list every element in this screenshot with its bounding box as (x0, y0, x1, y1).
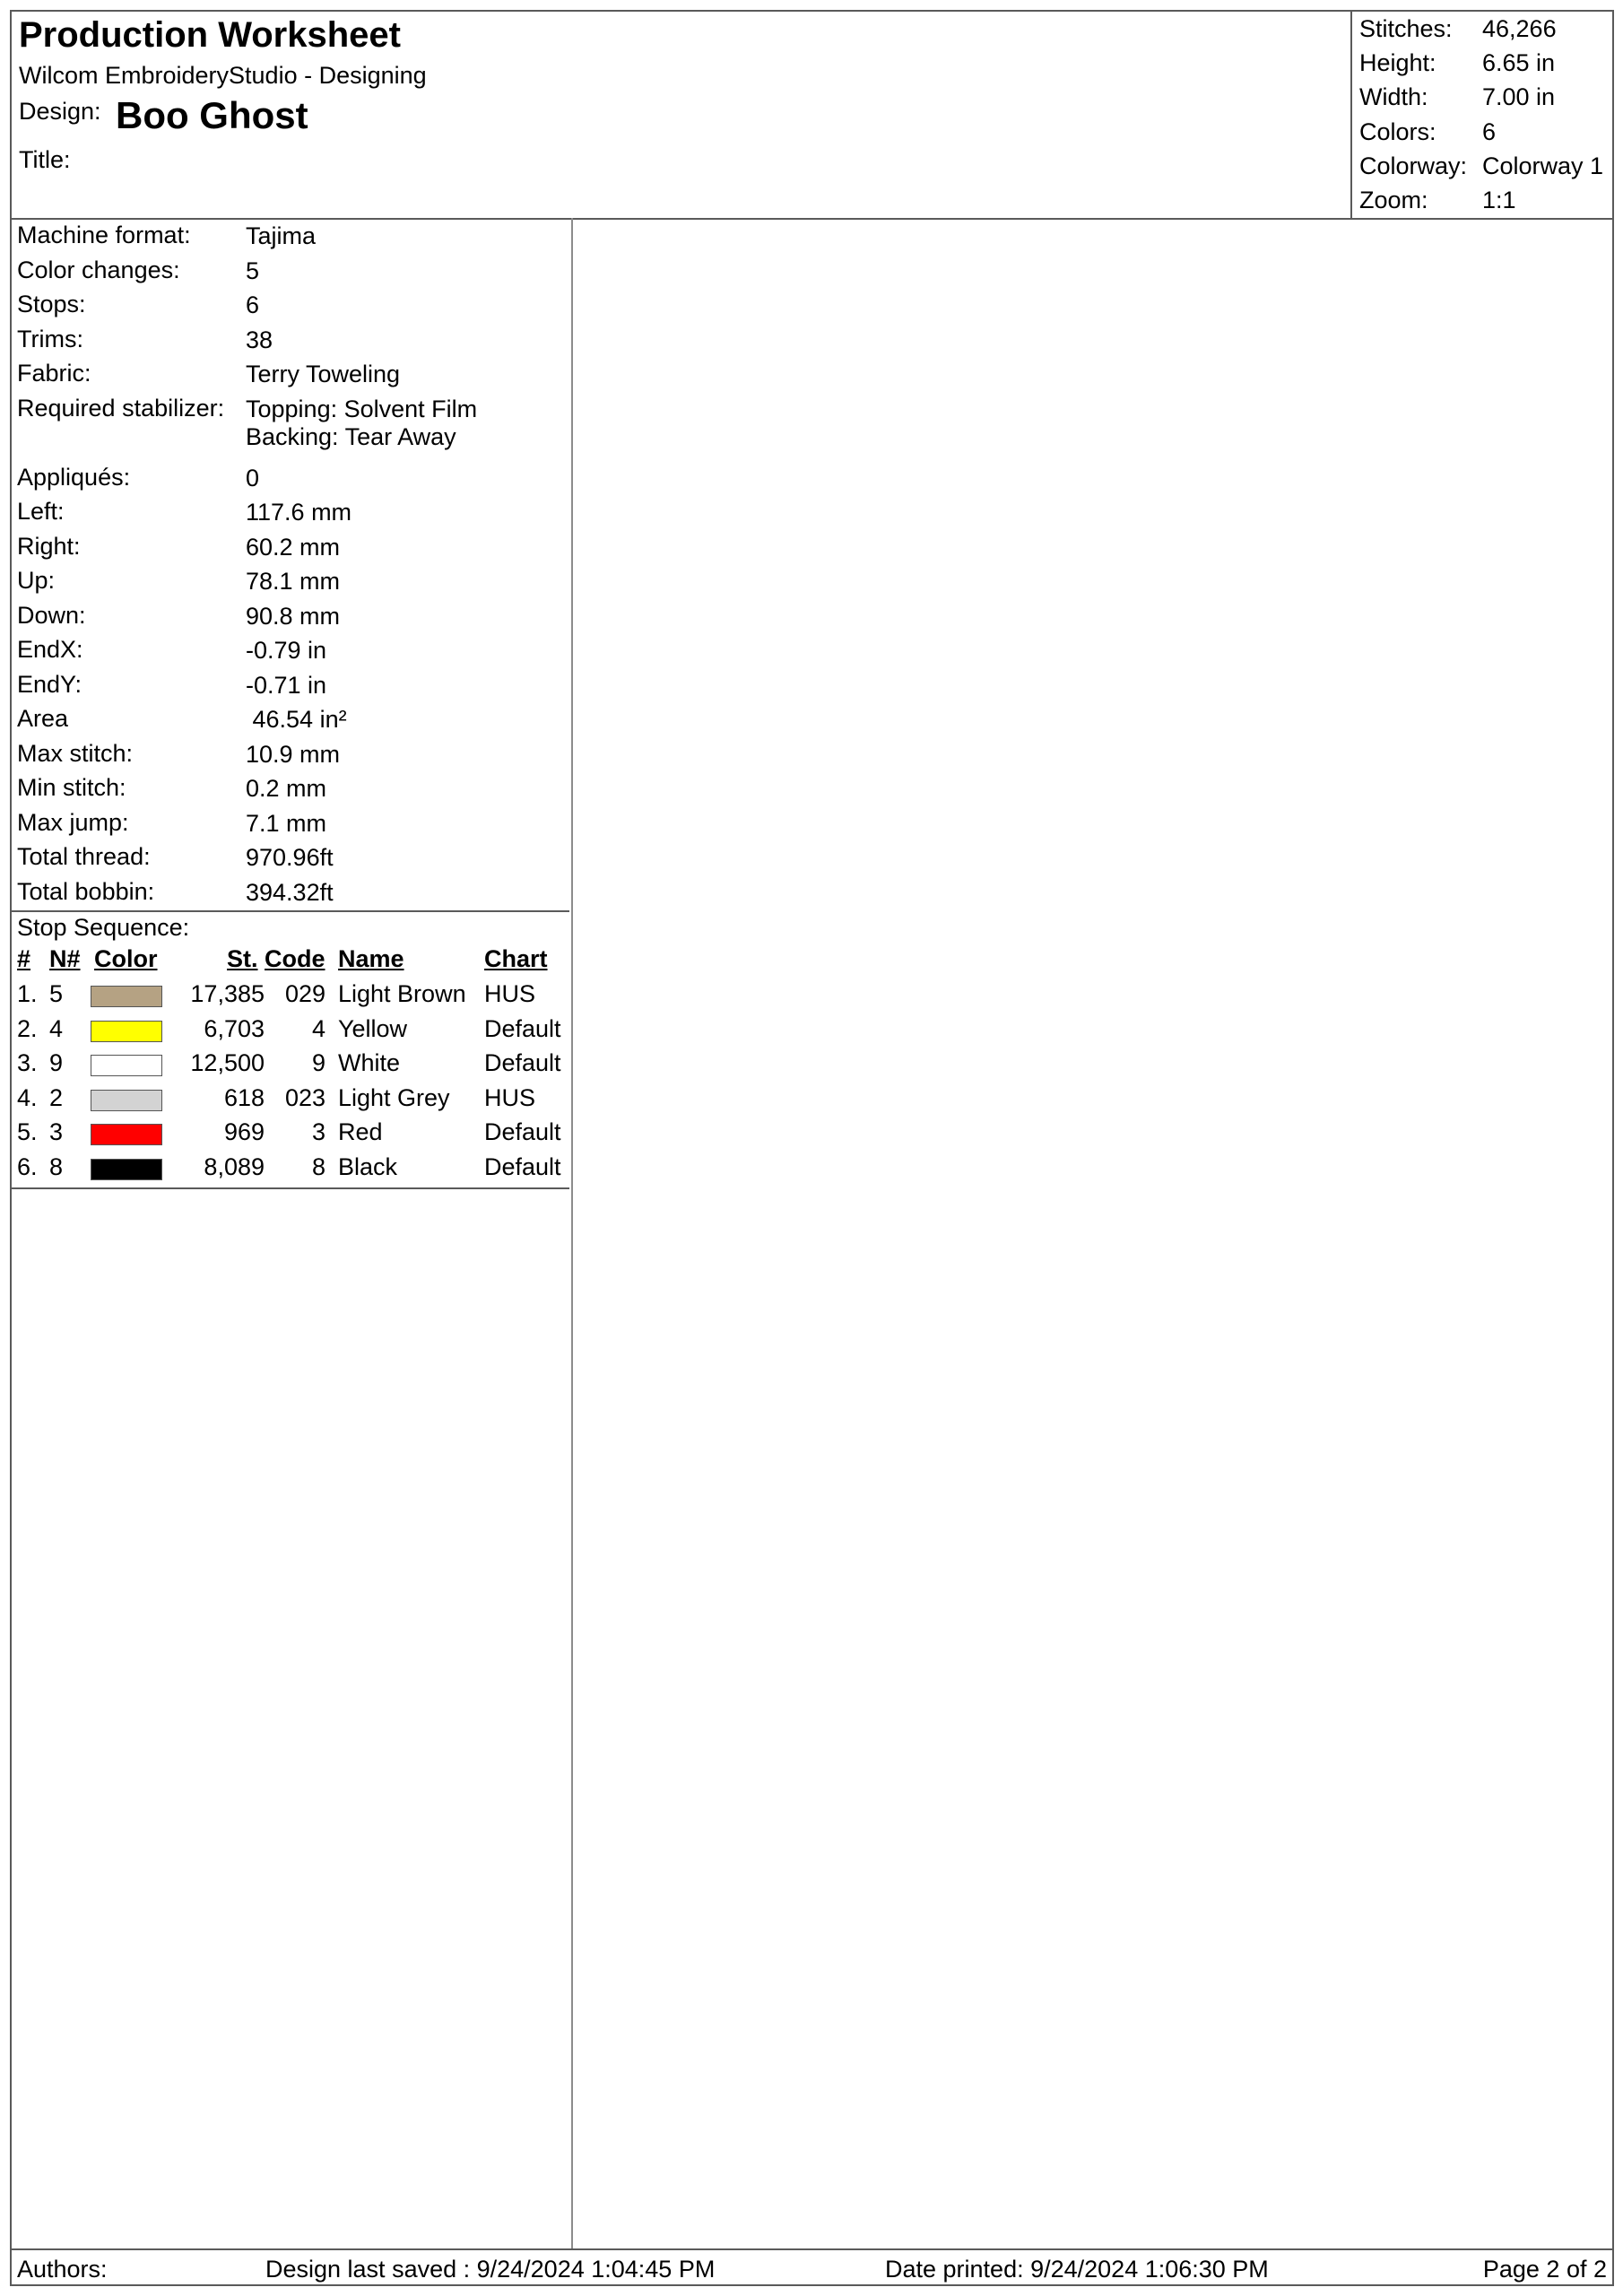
worksheet-header (12, 12, 1612, 220)
color-swatch (91, 1021, 162, 1042)
color-swatch (91, 1124, 162, 1145)
worksheet-footer (12, 2248, 1612, 2286)
col-header-color: Color (94, 945, 158, 972)
stop-sequence-label: Stop Sequence: (17, 914, 190, 941)
design-name: Boo Ghost (116, 94, 308, 136)
page-number: Page 2 of 2 (1482, 2256, 1607, 2283)
design-preview-area (573, 218, 1612, 2248)
color-swatch (91, 1055, 162, 1076)
authors-label: Authors: (17, 2256, 108, 2283)
section-divider (12, 910, 569, 912)
design-summary-panel: Stitches: 46,266 Height: 6.65 in Width: 7.00 in Colors: 6 Colorway: Colorway 1 Zoom: 1:1 (1350, 12, 1614, 218)
col-header-chart: Chart (484, 945, 548, 972)
stop-row: 3. 9 12,500 9 White Default (17, 1049, 561, 1076)
design-last-saved: Design last saved : 9/24/2024 1:04:45 PM (265, 2256, 716, 2283)
date-printed: Date printed: 9/24/2024 1:06:30 PM (885, 2256, 1269, 2283)
stop-row: 4. 2 618 023 Light Grey HUS (17, 1084, 536, 1111)
application-name: Wilcom EmbroideryStudio - Designing (19, 62, 427, 89)
production-worksheet-page (10, 10, 1614, 2286)
color-swatch (91, 1090, 162, 1111)
title-label: Title: (19, 146, 71, 173)
col-header-name: Name (338, 945, 404, 972)
section-divider (12, 1187, 569, 1189)
col-header-needle: N# (49, 945, 81, 972)
color-swatch (91, 1159, 162, 1180)
col-header-number: # (17, 945, 31, 972)
stop-row: 5. 3 969 3 Red Default (17, 1118, 561, 1145)
design-label: Design: (19, 98, 101, 125)
stop-row: 6. 8 8,089 8 Black Default (17, 1153, 561, 1180)
design-info-panel: Machine format: Tajima Color changes: 5 Stops: 6 Trims: 38 Fabric: Terry Toweling Required stabilizer: Topping: Solvent Film Backing: Tear Away Appliqués: 0 Left: 117.6 mm Right: 60.2 mm Up: 78.1 mm Down: 90.8 mm EndX: -0.79 in EndY: -0.71 in Area 46.54 in² Max stitch: 10.9 mm Min stitch: 0.2 mm Max jump: 7.1 mm Total thread: 970.96ft Total bobbin: 394.32ft Stop Sequence: # N# Color St. Code Name Chart 1. 5 17,385 029 Light Brown HUS 2. 4 6,703 4 Yellow Default 3. 9 12,500 9 White Default 4. 2 618 023 Light Grey HUS 5. 3 969 3 Red Default 6. 8 8,089 8 Black Default (12, 218, 573, 2248)
col-header-stitches: St. (227, 945, 258, 972)
page-title: Production Worksheet (19, 15, 401, 55)
col-header-code: Code (265, 945, 325, 972)
stop-row: 1. 5 17,385 029 Light Brown HUS (17, 980, 536, 1007)
color-swatch (91, 986, 162, 1007)
stop-row: 2. 4 6,703 4 Yellow Default (17, 1015, 561, 1042)
